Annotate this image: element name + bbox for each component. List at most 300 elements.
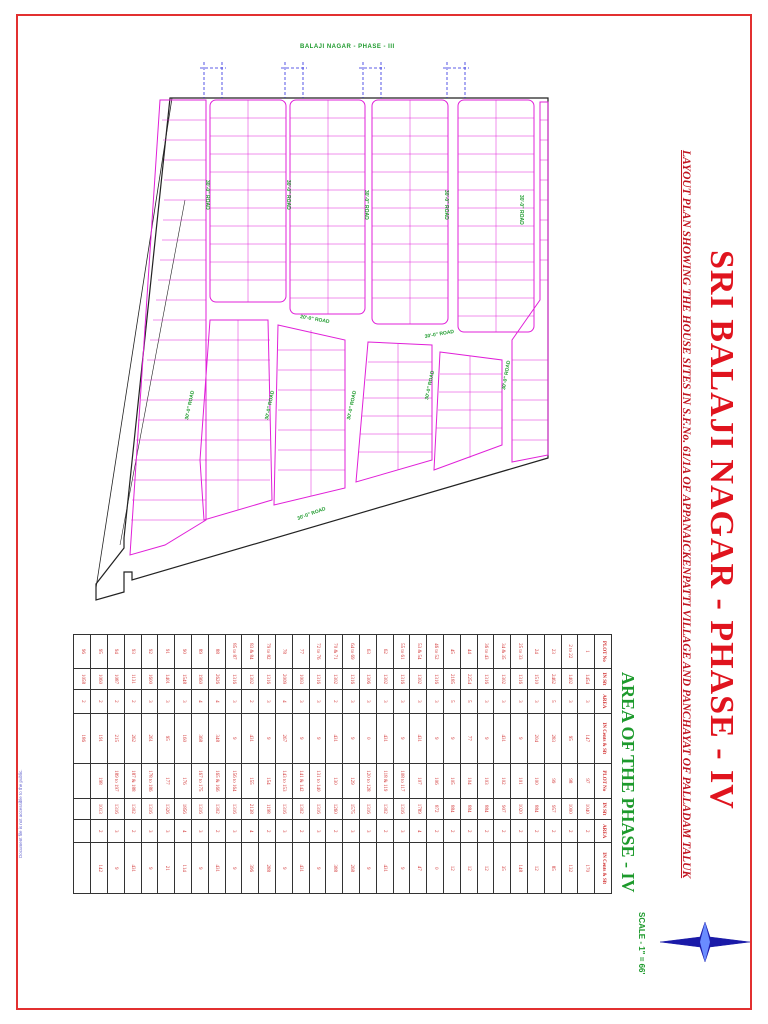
area-table-cell: 2 (292, 820, 309, 843)
area-table-cell: 1058 (74, 668, 91, 689)
area-table-cell: 204 (528, 713, 545, 764)
area-table-cell: 2462 (544, 668, 561, 689)
area-table-cell: 431 (326, 713, 343, 764)
area-table-cell: 3 (292, 690, 309, 713)
area-table-row (276, 635, 293, 894)
area-table-header-cell: PLOT No (595, 764, 612, 798)
area-table-cell: 2 (326, 690, 343, 713)
area-table-cell: 431 (410, 713, 427, 764)
road-label: 30'-0" ROAD (296, 506, 327, 522)
area-table-cell: 4 (242, 820, 259, 843)
area-table-cell: 79 to 82 (259, 635, 276, 669)
road-stub-2 (281, 62, 307, 98)
area-table-cell: 45 (444, 635, 461, 669)
area-table-cell: 78 (276, 635, 293, 669)
road-label: 30'-0" ROAD (285, 180, 291, 210)
area-table-cell: 2 (528, 820, 545, 843)
area-table-cell: 4 (175, 820, 192, 843)
area-table-cell: 143 to 153 (276, 764, 293, 798)
area-table-cell: 2 to 22 (561, 635, 578, 669)
area-table-cell: 396 (242, 843, 259, 894)
block-east (512, 102, 548, 462)
area-table-cell: 1316 (225, 798, 242, 819)
road-label: 30'-0" ROAD (204, 180, 210, 210)
area-table-cell: 1316 (225, 668, 242, 689)
area-table-cell: 167 to 175 (192, 764, 209, 798)
plot-grid-g (358, 344, 432, 470)
map-title: SRI BALAJI NAGAR - PHASE - IV (703, 250, 740, 810)
plot-grid-c (372, 100, 448, 324)
area-table-row (242, 635, 259, 894)
road-label: 30'-0" ROAD (363, 190, 369, 220)
area-table-cell: 9 (225, 713, 242, 764)
area-table-cell: 2 (326, 820, 343, 843)
area-table-cell: 3 (376, 690, 393, 713)
area-table-cell: 1316 (192, 798, 209, 819)
area-table-cell: 104 (460, 764, 477, 798)
area-table-cell: 2 (91, 820, 108, 843)
area-table-cell: 90 (175, 635, 192, 669)
area-table-cell: 2 (259, 820, 276, 843)
area-table-header-cell: PLOT No (595, 635, 612, 669)
area-table-row (460, 635, 477, 894)
area-table-cell: 53 & 54 (410, 635, 427, 669)
area-table-cell: 108 to 117 (393, 764, 410, 798)
area-table-cell: 12 (528, 843, 545, 894)
area-table-cell: 262 (124, 713, 141, 764)
area-table-cell: 1316 (259, 668, 276, 689)
area-table-cell: 77 (460, 713, 477, 764)
area-table-cell: 0 (427, 843, 444, 894)
area-table-row (259, 635, 276, 894)
area-table-cell: 98 (561, 764, 578, 798)
area-table-cell: 160 (175, 713, 192, 764)
area-table-cell: 147 (578, 713, 595, 764)
area-table-cell: 1020 (511, 798, 528, 819)
area-table-cell: 9 (511, 713, 528, 764)
area-table-cell: 3 (276, 820, 293, 843)
area-table-cell: 97 (578, 764, 595, 798)
area-table-cell: 85 to 87 (225, 635, 242, 669)
area-table-cell: 9 (477, 713, 494, 764)
area-table-cell: 1087 (108, 668, 125, 689)
area-table-cell: 215 (108, 713, 125, 764)
area-table-cell: 85 (544, 843, 561, 894)
area-table-cell: 348 (208, 713, 225, 764)
area-table-row (326, 635, 343, 894)
area-table-cell: 94 (108, 635, 125, 669)
area-table-row (141, 635, 158, 894)
area-table-cell: 107 (410, 764, 427, 798)
area-table-cell: 101 (511, 764, 528, 798)
area-table-cell: 1198 (259, 798, 276, 819)
area-table-cell: 1401 (158, 668, 175, 689)
area-table-row (578, 635, 595, 894)
area-table-cell: 25 to 33 (511, 635, 528, 669)
area-table-cell: 105 (444, 764, 461, 798)
area-table-cell: 3 (511, 690, 528, 713)
area-table-cell: 1402 (561, 668, 578, 689)
area-table-row (124, 635, 141, 894)
area-table-cell: 1060 (91, 668, 108, 689)
road-label: 30'-0" ROAD (501, 360, 513, 391)
area-table-cell: 141 & 142 (292, 764, 309, 798)
area-table-cell: 2138 (242, 798, 259, 819)
area-table-cell: 148 (511, 843, 528, 894)
road-label: 30'-0" ROAD (264, 390, 277, 421)
area-table-cell: 93 (124, 635, 141, 669)
block-f (274, 325, 345, 505)
area-table-cell: 3 (192, 820, 209, 843)
area-table-cell: 4 (192, 690, 209, 713)
plot-grid-h (436, 356, 502, 458)
area-table-cell: 5 (444, 690, 461, 713)
area-table-cell: 2 (494, 820, 511, 843)
area-table-cell: 118 & 119 (376, 764, 393, 798)
area-table-cell: 2254 (460, 668, 477, 689)
area-table-cell: 99 (544, 764, 561, 798)
area-table-cell: 288 (259, 843, 276, 894)
area-table-cell: 3 (578, 690, 595, 713)
property-boundary (96, 98, 548, 600)
area-table-cell: 1131 (124, 668, 141, 689)
area-table-cell: 3 (494, 690, 511, 713)
area-table-row (175, 635, 192, 894)
area-table-cell: 55 to 61 (393, 635, 410, 669)
area-table-cell: 63 (360, 635, 377, 669)
area-table-cell: 2 (242, 690, 259, 713)
area-table-cell: 46 to 52 (427, 635, 444, 669)
area-table-cell: 1316 (309, 798, 326, 819)
area-table-row (528, 635, 545, 894)
area-table-cell: 1302 (494, 668, 511, 689)
area-table-cell: 2 (376, 820, 393, 843)
area-table-cell: 9 (141, 843, 158, 894)
road-stub-1 (200, 62, 226, 98)
road-label: 30'-0" ROAD (518, 195, 524, 225)
area-table-cell: 1316 (360, 798, 377, 819)
area-table-cell: 103 (477, 764, 494, 798)
area-table-cell: 3 (309, 690, 326, 713)
area-table-row (192, 635, 209, 894)
plot-grid-a (210, 100, 286, 302)
area-table-row (309, 635, 326, 894)
area-table-cell: 9 (225, 843, 242, 894)
area-table-cell: 170 (578, 843, 595, 894)
area-table-cell: 95 (561, 713, 578, 764)
area-table-cell: 96 (74, 635, 91, 669)
area-table-cell: 9 (393, 843, 410, 894)
scale-label: SCALE - 1" = 66' (637, 912, 646, 975)
area-table-cell: 9 (427, 713, 444, 764)
area-table-cell: 1302 (376, 668, 393, 689)
area-table-cell: 3 (528, 690, 545, 713)
area-table-cell: 2 (427, 820, 444, 843)
area-table-row (108, 635, 125, 894)
area-table-cell: 431 (376, 843, 393, 894)
area-table-cell: 120 to 128 (360, 764, 377, 798)
area-table-cell: 191 (91, 713, 108, 764)
area-table-cell: 2185 (444, 668, 461, 689)
area-table-cell: 114 (175, 843, 192, 894)
adjacent-phase-label: BALAJI NAGAR - PHASE - III (300, 44, 395, 50)
area-table-row (444, 635, 461, 894)
area-table-cell: 3 (393, 820, 410, 843)
area-table-cell: 70 & 71 (326, 635, 343, 669)
area-table-row (225, 635, 242, 894)
area-table-cell: 1302 (208, 798, 225, 819)
area-table-cell: 95 (158, 713, 175, 764)
area-table-cell: 2009 (276, 668, 293, 689)
area-table-cell: 1040 (578, 798, 595, 819)
area-table-cell: 130 (326, 764, 343, 798)
block-west (130, 100, 206, 555)
area-table-header-cell: IN Sft (595, 668, 612, 689)
area-table-cell: 12 (477, 843, 494, 894)
area-table-cell: 9 (292, 713, 309, 764)
area-table-cell: 9 (192, 843, 209, 894)
area-table-cell: 4 (208, 690, 225, 713)
area-table-cell: 368 (192, 713, 209, 764)
area-table-cell: 2626 (208, 668, 225, 689)
map-subtitle: LAYOUT PLAN SHOWING THE HOUSE SITES IN S.F.No. 61/1A OF APPANAICKENPATTI VILLAGE AND PANCHAYAT OF PALLADAM TALUK (680, 150, 692, 879)
area-table-cell: 2 (91, 690, 108, 713)
area-table-cell: 2 (477, 820, 494, 843)
area-table-cell: 1 (578, 635, 595, 669)
plot-grid-b (290, 100, 365, 314)
area-table-cell: 5 (544, 690, 561, 713)
area-table-cell (74, 820, 91, 843)
area-table-cell: 1316 (108, 798, 125, 819)
area-table-cell: 64 to 69 (343, 635, 360, 669)
area-table-cell: 431 (494, 713, 511, 764)
area-table-cell: 44 (460, 635, 477, 669)
area-table-row (360, 635, 377, 894)
area-table-cell: 21 (158, 843, 175, 894)
area-table-cell: 1316 (427, 668, 444, 689)
area-table-cell: 187 & 188 (124, 764, 141, 798)
area-table-cell: 92 (141, 635, 158, 669)
area-table-cell: 186 (74, 713, 91, 764)
road-label: 30'-0" ROAD (443, 190, 449, 220)
area-table-cell: 156 to 164 (225, 764, 242, 798)
area-table-cell: 9 (360, 843, 377, 894)
area-table-cell: 1302 (376, 798, 393, 819)
area-table-cell: 3 (427, 690, 444, 713)
area-table-cell: 142 (91, 843, 108, 894)
area-table-cell: 100 (528, 764, 545, 798)
area-table-row (427, 635, 444, 894)
area-table-row (561, 635, 578, 894)
area-table-cell: 1316 (343, 668, 360, 689)
area-table-cell (74, 798, 91, 819)
area-table-cell: 9 (309, 713, 326, 764)
area-table-row (91, 635, 108, 894)
area-table-cell: 1316 (309, 668, 326, 689)
area-table-cell: 2 (124, 690, 141, 713)
area-table-cell: 268 (343, 843, 360, 894)
road-label: 30'-0" ROAD (424, 370, 437, 401)
area-table-header-cell: IN Cents & Sft (595, 713, 612, 764)
area-table-cell: 2 (544, 820, 561, 843)
area-table-cell: 47 (410, 843, 427, 894)
road-label: 30'-0" ROAD (346, 390, 359, 421)
north-label: N (715, 938, 722, 948)
area-table-cell: 102 (494, 764, 511, 798)
footnote: Document file is not accessible to the public. (18, 769, 23, 858)
area-table-cell: 3 (410, 690, 427, 713)
area-table-cell: 388 (326, 843, 343, 894)
area-table-cell: 177 (158, 764, 175, 798)
road-label: 30'-0" ROAD (424, 328, 455, 340)
area-table-cell: 88 (208, 635, 225, 669)
area-table-header-cell: IN Sft (595, 798, 612, 819)
area-table-cell: 91 (158, 635, 175, 669)
area-table-cell: 3 (343, 690, 360, 713)
area-table-heading: AREA OF THE PHASE - IV (618, 672, 638, 893)
area-table-cell: 62 (376, 635, 393, 669)
area-table-cell: 129 (343, 764, 360, 798)
plot-grid-f (278, 330, 345, 496)
area-table-cell: 0 (360, 713, 377, 764)
area-table-cell: 165 & 166 (208, 764, 225, 798)
area-table-cell: 106 (427, 764, 444, 798)
area-table-cell: 884 (444, 798, 461, 819)
area-table-row (158, 635, 175, 894)
area-table-cell: 1316 (276, 798, 293, 819)
area-table-cell: 431 (242, 713, 259, 764)
area-table-cell: 1003 (292, 668, 309, 689)
area-table-cell: 267 (276, 713, 293, 764)
area-table-cell: 3 (309, 820, 326, 843)
area-table-cell: 884 (528, 798, 545, 819)
area-table-cell: 1316 (141, 798, 158, 819)
area-table-cell: 431 (376, 713, 393, 764)
area-table-cell: 178 to 186 (141, 764, 158, 798)
area-table-cell: 9 (393, 713, 410, 764)
area-table-cell: 957 (544, 798, 561, 819)
area-table-cell: 1260 (326, 798, 343, 819)
area-table-cell: 3 (225, 820, 242, 843)
area-table-cell: 907 (494, 798, 511, 819)
area-table-cell: 36 to 43 (477, 635, 494, 669)
area-table-cell: 89 (192, 635, 209, 669)
block-g (356, 342, 432, 482)
area-table-cell: 3 (477, 690, 494, 713)
area-table-cell: 1013 (91, 798, 108, 819)
area-table-cell: 431 (124, 843, 141, 894)
area-table-cell: 1302 (326, 668, 343, 689)
road-label: 30'-0" ROAD (184, 390, 197, 421)
area-table-header-cell: AREA (595, 690, 612, 713)
road-stub-4 (443, 62, 469, 98)
area-table-cell: 9 (108, 843, 125, 894)
area-table-cell: 2 (124, 820, 141, 843)
area-table-cell: 283 (544, 713, 561, 764)
area-table-cell: 72 to 76 (309, 635, 326, 669)
area-table-cell: 1856 (175, 798, 192, 819)
diagonal-boundary (96, 98, 172, 588)
area-table-cell: 3 (561, 690, 578, 713)
area-table-cell: 3 (259, 690, 276, 713)
area-table-cell: 884 (477, 798, 494, 819)
area-table-cell: 1960 (192, 668, 209, 689)
area-table-cell: 1316 (477, 668, 494, 689)
area-table-row (393, 635, 410, 894)
area-table-cell: 1316 (393, 798, 410, 819)
area-table-cell: 23 (544, 635, 561, 669)
area-table-cell: 884 (460, 798, 477, 819)
area-table-cell: 1316 (393, 668, 410, 689)
area-table-row (544, 635, 561, 894)
area-table-cell: 4 (410, 820, 427, 843)
area-table-cell: 9 (259, 713, 276, 764)
area-table-cell: 1302 (242, 668, 259, 689)
area-table-cell: 1326 (158, 798, 175, 819)
area-table-cell: 3 (141, 690, 158, 713)
area-table-cell: 95 (91, 635, 108, 669)
area-table-cell: 1000 (561, 798, 578, 819)
area-table-cell: 431 (208, 843, 225, 894)
north-arrow-icon (660, 922, 750, 962)
area-table-cell: 3 (360, 820, 377, 843)
area-table-cell: 2 (444, 820, 461, 843)
area-table-cell: 2 (74, 690, 91, 713)
area-table-cell: 3 (343, 820, 360, 843)
area-table-row (376, 635, 393, 894)
area-table (74, 634, 613, 894)
area-table-header-cell: IN Cents & Sft (595, 843, 612, 894)
area-table-row (208, 635, 225, 894)
area-table-cell: 1302 (410, 668, 427, 689)
area-table-cell: 1302 (292, 798, 309, 819)
area-table-cell: 12 (444, 843, 461, 894)
area-table-cell: 1600 (141, 668, 158, 689)
area-table-cell: 2 (108, 690, 125, 713)
area-table-cell: 2 (578, 820, 595, 843)
area-table-cell: 1302 (124, 798, 141, 819)
area-table-cell: 1306 (360, 668, 377, 689)
area-table-row (292, 635, 309, 894)
area-table-cell: 431 (292, 843, 309, 894)
area-table-cell: 35 (494, 843, 511, 894)
area-table-cell: 9 (444, 713, 461, 764)
area-table-cell: 34 & 35 (494, 635, 511, 669)
area-table-cell: 3 (175, 690, 192, 713)
area-table-row (74, 635, 91, 894)
road-stub-3 (359, 62, 385, 98)
area-table-row (494, 635, 511, 894)
area-table-cell: 198 (91, 764, 108, 798)
plot-grid-west (131, 120, 206, 520)
area-table-row (477, 635, 494, 894)
area-table-cell (74, 843, 91, 894)
area-table-cell: 3 (141, 820, 158, 843)
area-table-cell: 9 (309, 843, 326, 894)
area-table-cell: 12 (460, 843, 477, 894)
area-table-cell: 9 (343, 713, 360, 764)
plot-grid-e (205, 320, 270, 510)
area-table-cell: 9 (276, 843, 293, 894)
area-table-cell: 1789 (410, 798, 427, 819)
area-table-cell: 1454 (578, 668, 595, 689)
area-table-cell: 3 (158, 820, 175, 843)
area-table-cell: 3 (225, 690, 242, 713)
area-table-cell: 261 (141, 713, 158, 764)
area-table-cell: 2 (208, 820, 225, 843)
area-table-cell: 83 & 84 (242, 635, 259, 669)
area-table-cell: 155 (242, 764, 259, 798)
